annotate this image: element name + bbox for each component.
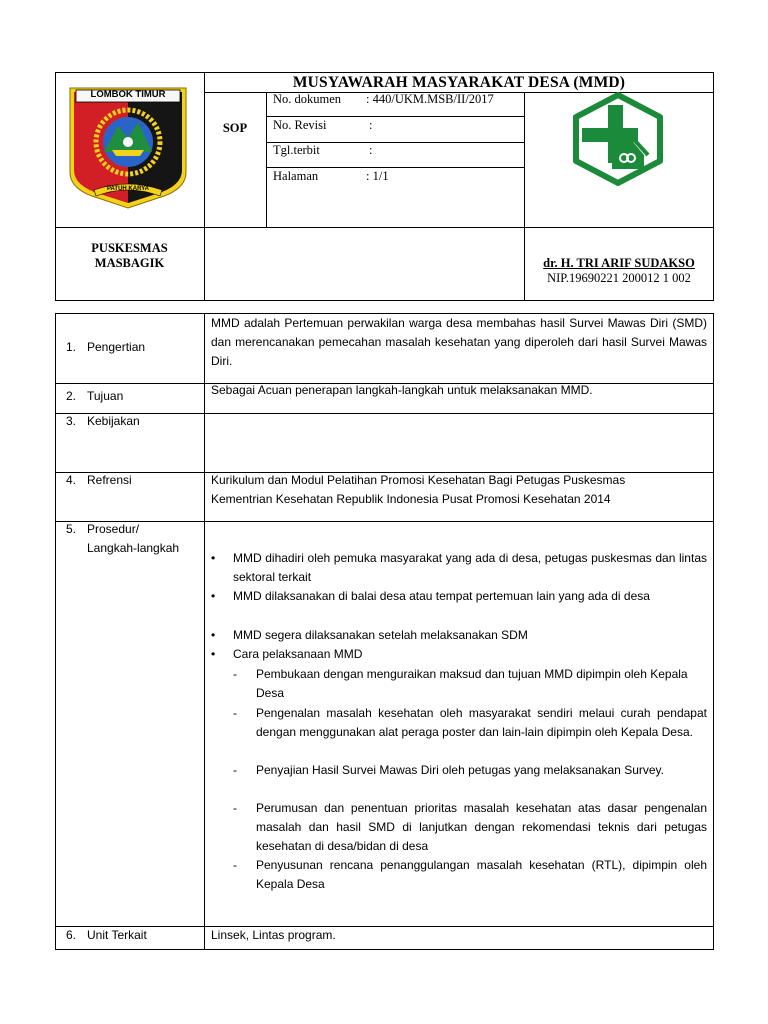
bullet-glyph: • — [211, 589, 216, 603]
row-4-line-2: Kementrian Kesehatan Republik Indonesia Pusat Promosi Kesehatan 2014 — [211, 492, 611, 507]
revisi-value: : — [369, 118, 373, 132]
org-line-2: MASBAGIK — [94, 256, 165, 270]
halaman-value: : 1/1 — [366, 169, 389, 183]
step-dash: - — [233, 801, 237, 815]
sop-label: SOP — [222, 121, 248, 135]
procedure-steps — [233, 665, 707, 894]
step-item — [233, 704, 707, 761]
doc-no-value: : 440/UKM.MSB/II/2017 — [366, 92, 494, 106]
step-text: Penyajian Hasil Survei Mawas Diri oleh petugas yang melaksanakan Survey. — [256, 763, 664, 777]
step-text: Pengenalan masalah kesehatan oleh masyarakat sendiri melaui curah pendapat dengan menggunakan alat peraga poster dan lain-lain dipimpin oleh Kepala Desa. — [256, 706, 707, 740]
puskesmas-logo — [568, 91, 668, 186]
step-dash: - — [233, 858, 237, 872]
halaman-label: Halaman — [273, 169, 319, 183]
step-text: Perumusan dan penentuan prioritas masalah kesehatan atas dasar pengenalan masalah dan hasil SMD di lanjutkan dengan rekomendasi teknis dari petugas kesehatan di desa/bidan di desa — [256, 801, 707, 854]
row-3-label — [66, 412, 140, 431]
bullet-item — [211, 587, 707, 626]
step-dash: - — [233, 667, 237, 681]
bullet-glyph: • — [211, 628, 216, 642]
row-4-title: Refrensi — [87, 473, 132, 487]
row-6-text: Linsek, Lintas program. — [211, 928, 336, 942]
bullet-item — [211, 626, 707, 645]
terbit-label: Tgl.terbit — [273, 143, 320, 157]
row-1-label — [66, 338, 146, 357]
bullet-text: MMD dihadiri oleh pemuka masyarakat yang ada di desa, petugas puskesmas dan lintas sektoral terkait — [233, 551, 707, 585]
row-3-number: 3. — [66, 414, 77, 428]
step-item — [233, 856, 707, 894]
row-6-number: 6. — [66, 928, 77, 942]
row-4-line-1: Kurikulum dan Modul Pelatihan Promosi Kesehatan Bagi Petugas Puskesmas — [211, 473, 626, 487]
org-line-1: PUSKESMAS — [91, 241, 168, 255]
row-2-label — [66, 387, 124, 406]
row-6-label — [66, 926, 147, 945]
row-2-number: 2. — [66, 389, 77, 403]
document-title: MUSYAWARAH MASYARAKAT DESA (MMD) — [292, 74, 626, 91]
revisi-label: No. Revisi — [273, 118, 327, 132]
row-4-text — [211, 471, 707, 509]
step-item — [233, 665, 707, 704]
procedure-bullets — [211, 549, 707, 664]
row-1-text: MMD adalah Pertemuan perwakilan warga desa membahas hasil Survei Mawas Diri (SMD) dan merencanakan pemecahan masalah kesehatan yang diperoleh dari hasil Survei Mawas Diri. — [211, 316, 707, 369]
step-dash: - — [233, 706, 237, 720]
doc-no-label: No. dokumen — [273, 92, 342, 106]
row-5-title-line-1: Prosedur/ — [87, 522, 140, 536]
row-4-label — [66, 471, 132, 490]
crest-bottom-text: PATUH KARYA — [106, 186, 149, 192]
row-5-label — [66, 520, 179, 558]
bullet-text: MMD segera dilaksanakan setelah melaksanakan SDM — [233, 628, 528, 642]
row-2-title: Tujuan — [87, 389, 124, 403]
org-name — [55, 241, 204, 271]
row-3-title: Kebijakan — [87, 414, 140, 428]
bullet-text: MMD dilaksanakan di balai desa atau tempat pertemuan lain yang ada di desa — [233, 589, 650, 603]
step-dash: - — [233, 763, 237, 777]
signer-nip: NIP.19690221 200012 1 002 — [547, 271, 691, 285]
row-1-number: 1. — [66, 340, 77, 354]
step-text: Penyusunan rencana penanggulangan masalah kesehatan (RTL), dipimpin oleh Kepala Desa — [256, 858, 707, 892]
row-4-number: 4. — [66, 473, 77, 487]
row-5-title-line-2: Langkah-langkah — [87, 541, 180, 556]
row-5-number: 5. — [66, 522, 77, 536]
crest-top-text: LOMBOK TIMUR — [90, 89, 166, 100]
step-text: Pembukaan dengan menguraikan maksud dan tujuan MMD dipimpin oleh Kepala Desa — [256, 667, 688, 701]
row-2-text: Sebagai Acuan penerapan langkah-langkah untuk melaksanakan MMD. — [211, 383, 593, 397]
bullet-text: Cara pelaksanaan MMD — [233, 647, 363, 661]
signer-name: dr. H. TRI ARIF SUDAKSO — [543, 256, 695, 270]
bullet-glyph: • — [211, 647, 216, 661]
terbit-value: : — [369, 143, 373, 157]
step-item — [233, 761, 707, 799]
row-1-title: Pengertian — [87, 340, 146, 354]
bullet-glyph: • — [211, 551, 216, 565]
bullet-item — [211, 645, 707, 664]
step-item — [233, 799, 707, 856]
bullet-item — [211, 549, 707, 587]
row-6-title: Unit Terkait — [87, 928, 147, 942]
